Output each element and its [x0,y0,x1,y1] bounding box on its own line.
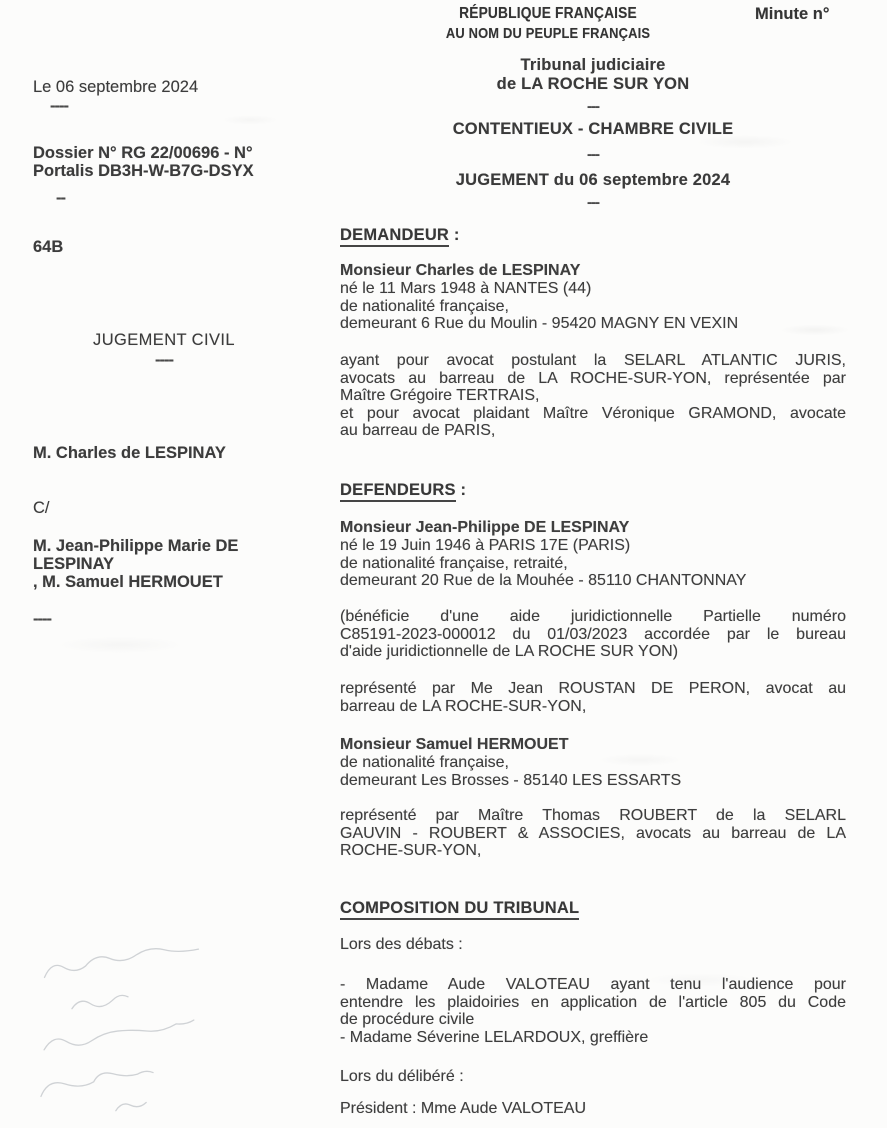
defendant1-identity: né le 19 Juin 1946 à PARIS 17E (PARIS) de nationalité française, retraité, demeurant 20 Rue de la Mouhée - 85110 CHANTONNAY [340,537,747,589]
defendants-short-names: M. Jean-Philippe Marie DE LESPINAY , M. Samuel HERMOUET [33,537,239,591]
plaintiff-identity: né le 11 Mars 1948 à NANTES (44) de nationalité française, demeurant 6 Rue du Moulin - 95420 MAGNY EN VEXIN [340,280,739,332]
heading-text: DEFENDEURS [340,481,456,502]
separator-dashes: --- [587,98,599,115]
docket-number: Dossier N° RG 22/00696 - N° Portalis DB3H-W-B7G-DSYX [33,144,254,180]
plaintiff-counsel-plaidant: et pour avocat plaidant Maître Véronique GRAMOND, avocate au barreau de PARIS, [340,404,846,439]
defendant1-full-name: Monsieur Jean-Philippe DE LESPINAY [340,519,630,536]
court-name-line2: de LA ROCHE SUR YON [496,75,690,93]
separator-dashes: -- [56,189,65,207]
defendant2-counsel: représenté par Maître Thomas ROUBERT de la SELARL GAUVIN - ROUBERT & ASSOCIES, avocats au barreau de LA ROCHE-SUR-YON, [340,807,846,859]
separator-dashes: ---- [50,97,68,115]
stamp-line1: RÉPUBLIQUE FRANÇAISE [459,5,637,22]
judgment-date: Le 06 septembre 2024 [33,78,199,96]
deliberation-label: Lors du délibéré : [340,1068,464,1085]
separator-dashes: --- [587,146,599,163]
stamp-line2: AU NOM DU PEUPLE FRANÇAIS [445,25,651,42]
judgment-title: JUGEMENT du 06 septembre 2024 [455,171,731,189]
defendant1-counsel: représenté par Me Jean ROUSTAN DE PERON, avocat au barreau de LA ROCHE-SUR-YON, [340,680,846,715]
section-heading-defendeurs [340,481,466,500]
court-name-line1: Tribunal judiciaire [520,56,666,74]
plaintiff-full-name: Monsieur Charles de LESPINAY [340,262,581,279]
handwritten-annotation [3,917,271,1128]
plaintiff-counsel [340,352,846,440]
separator-dashes: --- [587,194,599,211]
heading-colon: : [449,226,460,244]
defendant2-identity: de nationalité française, demeurant Les Brosses - 85140 LES ESSARTS [340,754,682,789]
minute-number-label: Minute n° [755,5,830,23]
document-type-label: JUGEMENT CIVIL [93,331,235,349]
heading-text: COMPOSITION DU TRIBUNAL [340,899,579,920]
defendant2-full-name: Monsieur Samuel HERMOUET [340,736,569,753]
debates-judge-lines: - Madame Aude VALOTEAU ayant tenu l'audience pour entendre les plaidoiries en application de l'article 805 du Code de procédure civile [340,976,846,1028]
section-heading-demandeur [340,226,460,245]
defendant1-legal-aid-note: (bénéficie d'une aide juridictionnelle Partielle numéro C85191-2023-000012 du 01/03/2023 accordée par le bureau d'aide juridictionnelle de LA ROCHE SUR YON) [340,608,846,660]
versus-label: C/ [33,499,50,517]
plaintiff-counsel-postulant: ayant pour avocat postulant la SELARL ATLANTIC JURIS, avocats au barreau de LA ROCHE-SUR-YON, représentée par Maître Grégoire TERTRAIS, [340,352,846,404]
case-code: 64B [33,238,64,256]
main-text-column [340,0,846,1128]
separator-dashes: ---- [33,610,51,628]
section-heading-composition [340,899,579,918]
debates-composition [340,976,846,1046]
plaintiff-short-name: M. Charles de LESPINAY [33,444,226,462]
separator-dashes: ---- [155,351,173,369]
heading-colon: : [455,481,467,499]
debates-label: Lors des débats : [340,936,463,953]
debates-clerk-line: - Madame Séverine LELARDOUX, greffière [340,1028,649,1046]
heading-text: DEMANDEUR [340,226,449,247]
chamber-title: CONTENTIEUX - CHAMBRE CIVILE [452,120,734,138]
president-line: Président : Mme Aude VALOTEAU [340,1100,587,1117]
